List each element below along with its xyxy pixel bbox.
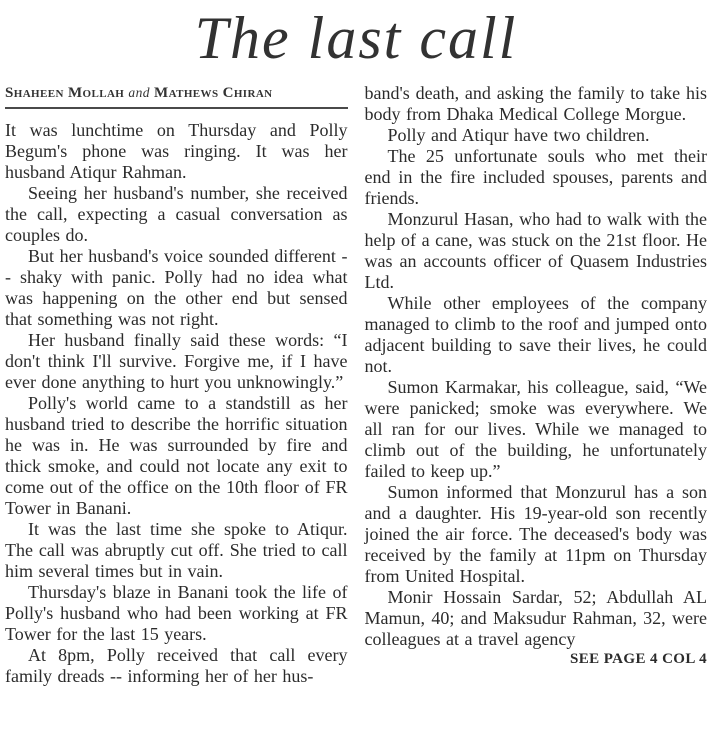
article-title: The last call (194, 5, 518, 71)
article-text-left (5, 120, 348, 687)
article-paragraph: Monir Hossain Sardar, 52; Abdullah AL Mamun, 40; and Maksudur Rahman, 32, were colleagues at a travel agency (364, 587, 707, 649)
byline-connector: and (128, 85, 150, 100)
article-columns (5, 83, 707, 687)
article-paragraph: Her husband finally said these words: “I don't think I'll survive. Forgive me, if I have ever done anything to hurt you unknowingly.” (5, 330, 348, 392)
article-paragraph: The 25 unfortunate souls who met their end in the fire included spouses, parents and friends. (364, 146, 707, 208)
article-paragraph: But her husband's voice sounded different -- shaky with panic. Polly had no idea what was happening on the other end but sensed that something was not right. (5, 246, 348, 329)
article-column-right (365, 83, 708, 687)
article-paragraph: It was lunchtime on Thursday and Polly Begum's phone was ringing. It was her husband Atiqur Rahman. (5, 120, 348, 182)
article-column-left (5, 83, 348, 687)
article-paragraph: While other employees of the company managed to climb to the roof and jumped onto adjacent building to save their lives, he could not. (364, 293, 707, 376)
article-paragraph: Sumon informed that Monzurul has a son and a daughter. His 19-year-old son recently joined the air force. The deceased's body was received by the family at 11pm on Thursday from United Hospital. (364, 482, 707, 586)
article-paragraph: Polly's world came to a standstill as her husband tried to describe the horrific situation he was in. He was surrounded by fire and thick smoke, and could not locate any exit to come out of the office on the 10th floor of FR Tower in Banani. (5, 393, 348, 518)
article-paragraph: Thursday's blaze in Banani took the life of Polly's husband who had been working at FR Tower for the last 15 years. (5, 582, 348, 644)
article-paragraph: band's death, and asking the family to take his body from Dhaka Medical College Morgue. (364, 83, 707, 124)
continuation-note: SEE PAGE 4 COL 4 (570, 651, 707, 667)
article-text-right (365, 83, 708, 650)
article-paragraph: At 8pm, Polly received that call every family dreads -- informing her of her hus- (5, 645, 348, 686)
article-paragraph: Sumon Karmakar, his colleague, said, “We were panicked; smoke was everywhere. We all ran for our lives. While we managed to climb out of the building, he unfortunately failed to keep up.” (364, 377, 707, 481)
byline-author-1: Shaheen Mollah (5, 85, 125, 101)
byline-author-2: Mathews Chiran (154, 85, 273, 101)
article-paragraph: Polly and Atiqur have two children. (387, 125, 650, 145)
article-paragraph: It was the last time she spoke to Atiqur. The call was abruptly cut off. She tried to call him several times but in vain. (5, 519, 348, 581)
byline (5, 83, 348, 107)
article-paragraph: Monzurul Hasan, who had to walk with the help of a cane, was stuck on the 21st floor. He was an accounts officer of Quasem Industries Ltd. (364, 209, 707, 292)
byline-divider (5, 107, 348, 109)
article-paragraph: Seeing her husband's number, she received the call, expecting a casual conversation as couples do. (5, 183, 348, 245)
